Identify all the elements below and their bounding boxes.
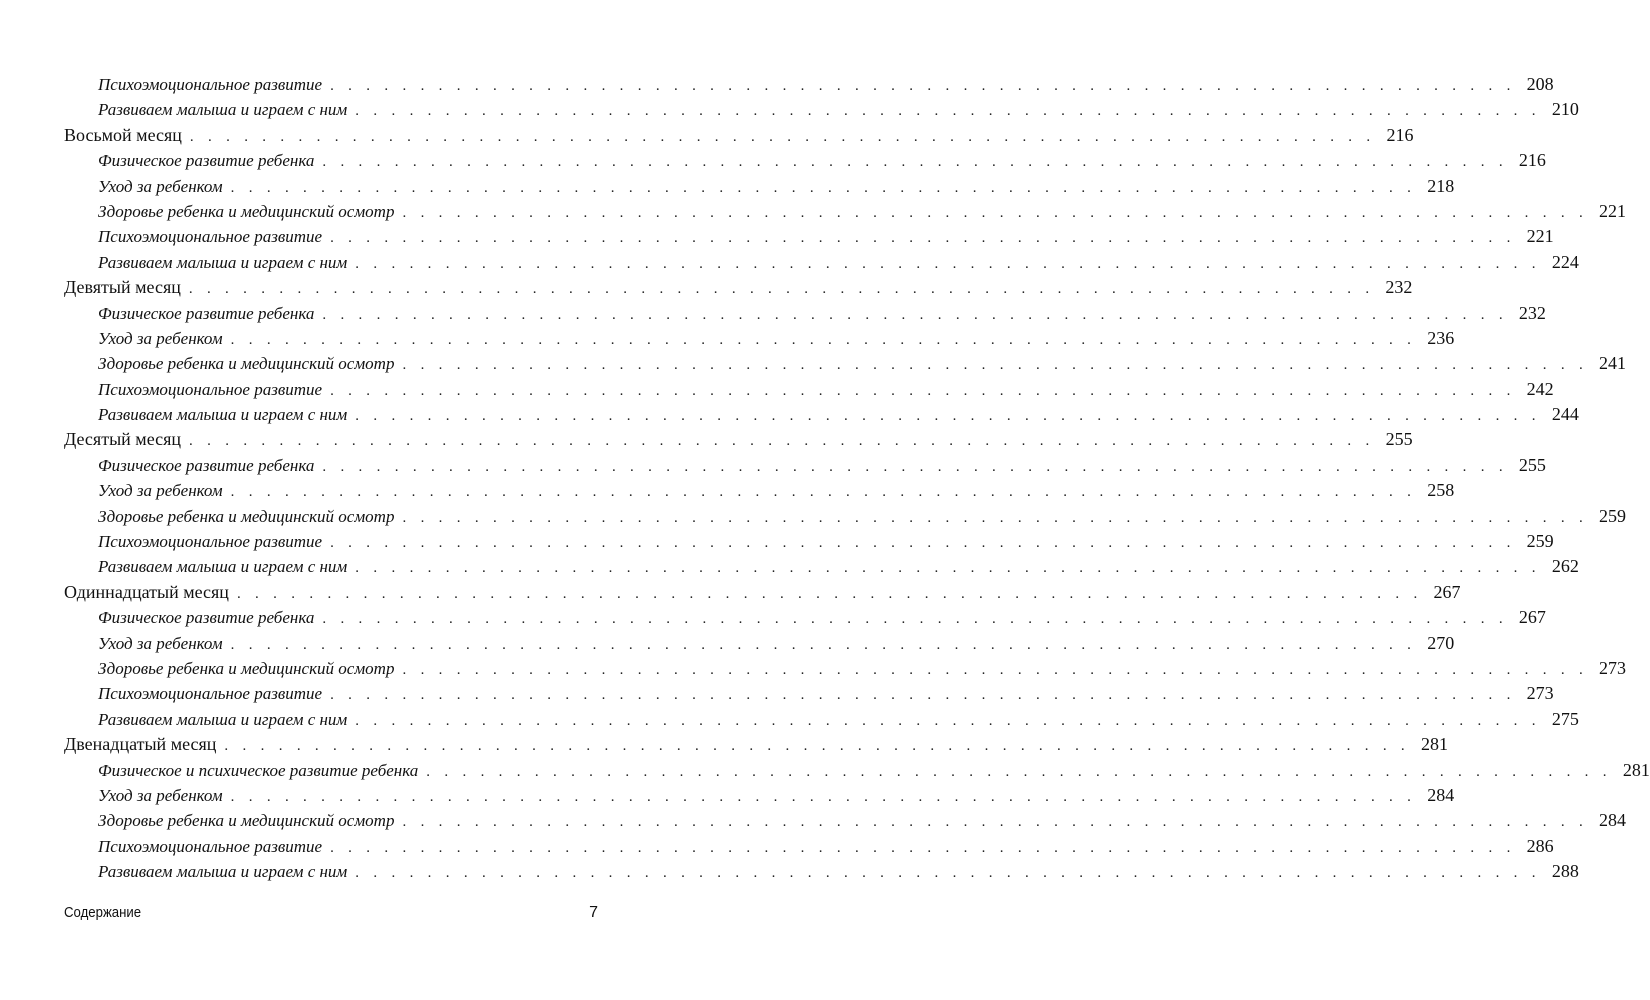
toc-section-entry[interactable] — [64, 529, 1554, 554]
toc-section-entry[interactable] — [64, 478, 1455, 503]
page-footer — [64, 904, 598, 922]
toc-entry-title: Уход за ребенком — [98, 481, 223, 501]
toc-section-entry[interactable] — [64, 72, 1554, 97]
dot-leader: . . . . . . . . . . . . . . . . . . . . . . . . . . . . . . . . . . . . . . . . . . . . . . . . . . . . . . . . . . . . . . . . . . — [355, 712, 1541, 729]
toc-chapter-entry[interactable] — [64, 732, 1448, 757]
toc-section-entry[interactable] — [64, 808, 1627, 833]
toc-entry-page-number: 259 — [1599, 505, 1627, 526]
dot-leader: . . . . . . . . . . . . . . . . . . . . . . . . . . . . . . . . . . . . . . . . . . . . . . . . . . . . . . . . . . . . . . . . . . — [330, 535, 1516, 552]
toc-entry-title: Развиваем малыша и играем с ним — [98, 862, 348, 882]
dot-leader: . . . . . . . . . . . . . . . . . . . . . . . . . . . . . . . . . . . . . . . . . . . . . . . . . . . . . . . . . . . . . . . . . . — [402, 661, 1589, 678]
toc-entry-title: Уход за ребенком — [98, 633, 223, 653]
toc-entry-page-number: 273 — [1526, 683, 1554, 704]
toc-entry-page-number: 284 — [1599, 810, 1627, 831]
toc-entry-title: Физическое развитие ребенка — [98, 455, 315, 475]
toc-section-entry[interactable] — [64, 834, 1554, 859]
toc-entry-title: Физическое развитие ребенка — [98, 303, 315, 323]
toc-entry-title: Физическое и психическое развитие ребенка — [98, 760, 419, 780]
toc-entry-page-number: 216 — [1518, 150, 1546, 171]
toc-entry-page-number: 258 — [1427, 480, 1455, 501]
footer-page-number: 7 — [589, 904, 598, 921]
dot-leader: . . . . . . . . . . . . . . . . . . . . . . . . . . . . . . . . . . . . . . . . . . . . . . . . . . . . . . . . . . . . . . . . . . — [230, 788, 1417, 805]
toc-section-entry[interactable] — [64, 859, 1579, 884]
dot-leader: . . . . . . . . . . . . . . . . . . . . . . . . . . . . . . . . . . . . . . . . . . . . . . . . . . . . . . . . . . . . . . . . . . — [189, 433, 1375, 450]
toc-entry-title: Психоэмоциональное развитие — [98, 227, 323, 247]
toc-section-entry[interactable] — [64, 199, 1627, 224]
toc-entry-title: Уход за ребенком — [98, 176, 223, 196]
toc-entry-title: Девятый месяц — [64, 277, 181, 298]
toc-entry-title: Одиннадцатый месяц — [64, 581, 229, 602]
toc-section-entry[interactable] — [64, 758, 1650, 783]
dot-leader: . . . . . . . . . . . . . . . . . . . . . . . . . . . . . . . . . . . . . . . . . . . . . . . . . . . . . . . . . . . . . . . . . . — [230, 484, 1417, 501]
table-of-contents — [64, 72, 1650, 885]
toc-chapter-entry[interactable] — [64, 427, 1413, 452]
toc-entry-page-number: 270 — [1427, 632, 1455, 653]
dot-leader: . . . . . . . . . . . . . . . . . . . . . . . . . . . . . . . . . . . . . . . . . . . . . . . . . . . . . . . . . . . . . . . . . . — [230, 179, 1417, 196]
toc-entry-title: Психоэмоциональное развитие — [98, 836, 323, 856]
toc-entry-page-number: 236 — [1427, 327, 1455, 348]
toc-section-entry[interactable] — [64, 326, 1455, 351]
dot-leader: . . . . . . . . . . . . . . . . . . . . . . . . . . . . . . . . . . . . . . . . . . . . . . . . . . . . . . . . . . . . . . . . . . — [189, 128, 1376, 145]
dot-leader: . . . . . . . . . . . . . . . . . . . . . . . . . . . . . . . . . . . . . . . . . . . . . . . . . . . . . . . . . . . . . . . . . . — [322, 154, 1508, 171]
toc-entry-page-number: 232 — [1518, 302, 1546, 323]
toc-section-entry[interactable] — [64, 97, 1579, 122]
toc-entry-page-number: 221 — [1599, 200, 1627, 221]
toc-entry-page-number: 232 — [1385, 277, 1413, 298]
dot-leader: . . . . . . . . . . . . . . . . . . . . . . . . . . . . . . . . . . . . . . . . . . . . . . . . . . . . . . . . . . . . . . . . . . — [236, 585, 1423, 602]
toc-entry-page-number: 255 — [1385, 429, 1413, 450]
toc-section-entry[interactable] — [64, 453, 1546, 478]
toc-section-entry[interactable] — [64, 301, 1546, 326]
toc-section-entry[interactable] — [64, 783, 1455, 808]
toc-entry-title: Здоровье ребенка и медицинский осмотр — [98, 354, 395, 374]
toc-entry-title: Развиваем малыша и играем с ним — [98, 709, 348, 729]
toc-entry-title: Здоровье ребенка и медицинский осмотр — [98, 506, 395, 526]
toc-entry-title: Уход за ребенком — [98, 785, 223, 805]
toc-entry-page-number: 241 — [1599, 353, 1627, 374]
toc-entry-page-number: 221 — [1526, 226, 1554, 247]
toc-entry-title: Здоровье ребенка и медицинский осмотр — [98, 811, 395, 831]
toc-entry-page-number: 244 — [1551, 404, 1579, 425]
toc-chapter-entry[interactable] — [64, 275, 1413, 300]
dot-leader: . . . . . . . . . . . . . . . . . . . . . . . . . . . . . . . . . . . . . . . . . . . . . . . . . . . . . . . . . . . . . . . . . . — [188, 281, 1375, 298]
toc-entry-page-number: 210 — [1551, 99, 1579, 120]
toc-chapter-entry[interactable] — [64, 123, 1414, 148]
dot-leader: . . . . . . . . . . . . . . . . . . . . . . . . . . . . . . . . . . . . . . . . . . . . . . . . . . . . . . . . . . . . . . . . . . — [402, 814, 1589, 831]
dot-leader: . . . . . . . . . . . . . . . . . . . . . . . . . . . . . . . . . . . . . . . . . . . . . . . . . . . . . . . . . . . . . . . . . . — [230, 636, 1417, 653]
toc-entry-title: Физическое развитие ребенка — [98, 608, 315, 628]
toc-entry-title: Психоэмоциональное развитие — [98, 532, 323, 552]
toc-entry-title: Десятый месяц — [64, 429, 182, 450]
toc-entry-title: Здоровье ребенка и медицинский осмотр — [98, 201, 395, 221]
dot-leader: . . . . . . . . . . . . . . . . . . . . . . . . . . . . . . . . . . . . . . . . . . . . . . . . . . . . . . . . . . . . . . . . . . — [330, 230, 1516, 247]
toc-chapter-entry[interactable] — [64, 580, 1461, 605]
dot-leader: . . . . . . . . . . . . . . . . . . . . . . . . . . . . . . . . . . . . . . . . . . . . . . . . . . . . . . . . . . . . . . . . . . — [402, 357, 1589, 374]
toc-section-entry[interactable] — [64, 504, 1627, 529]
toc-section-entry[interactable] — [64, 605, 1546, 630]
toc-entry-page-number: 267 — [1433, 581, 1461, 602]
toc-entry-page-number: 288 — [1551, 861, 1579, 882]
toc-section-entry[interactable] — [64, 351, 1627, 376]
toc-entry-title: Психоэмоциональное развитие — [98, 684, 323, 704]
toc-entry-page-number: 273 — [1599, 657, 1627, 678]
toc-entry-page-number: 281 — [1420, 734, 1448, 755]
toc-section-entry[interactable] — [64, 402, 1579, 427]
footer-section-label: Содержание — [64, 904, 142, 921]
dot-leader: . . . . . . . . . . . . . . . . . . . . . . . . . . . . . . . . . . . . . . . . . . . . . . . . . . . . . . . . . . . . . . . . . . — [402, 204, 1589, 221]
toc-entry-page-number: 255 — [1518, 454, 1546, 475]
toc-entry-title: Развиваем малыша и играем с ним — [98, 405, 348, 425]
dot-leader: . . . . . . . . . . . . . . . . . . . . . . . . . . . . . . . . . . . . . . . . . . . . . . . . . . . . . . . . . . . . . . . . . . — [224, 738, 1410, 755]
dot-leader: . . . . . . . . . . . . . . . . . . . . . . . . . . . . . . . . . . . . . . . . . . . . . . . . . . . . . . . . . . . . . . . . . . — [322, 458, 1508, 475]
toc-entry-title: Развиваем малыша и играем с ним — [98, 252, 348, 272]
toc-entry-page-number: 216 — [1386, 124, 1414, 145]
toc-entry-title: Двенадцатый месяц — [64, 734, 217, 755]
toc-entry-page-number: 242 — [1526, 378, 1554, 399]
toc-entry-title: Психоэмоциональное развитие — [98, 75, 323, 94]
toc-entry-page-number: 208 — [1526, 74, 1554, 94]
dot-leader: . . . . . . . . . . . . . . . . . . . . . . . . . . . . . . . . . . . . . . . . . . . . . . . . . . . . . . . . . . . . . . . . . . — [330, 839, 1516, 856]
toc-entry-title: Уход за ребенком — [98, 328, 223, 348]
toc-section-entry[interactable] — [64, 224, 1554, 249]
dot-leader: . . . . . . . . . . . . . . . . . . . . . . . . . . . . . . . . . . . . . . . . . . . . . . . . . . . . . . . . . . . . . . . . . . — [355, 560, 1541, 577]
dot-leader: . . . . . . . . . . . . . . . . . . . . . . . . . . . . . . . . . . . . . . . . . . . . . . . . . . . . . . . . . . . . . . . . . . — [330, 687, 1516, 704]
toc-entry-page-number: 262 — [1551, 556, 1579, 577]
toc-entry-page-number: 218 — [1427, 175, 1455, 196]
dot-leader: . . . . . . . . . . . . . . . . . . . . . . . . . . . . . . . . . . . . . . . . . . . . . . . . . . . . . . . . . . . . . . . . . . — [355, 865, 1541, 882]
dot-leader: . . . . . . . . . . . . . . . . . . . . . . . . . . . . . . . . . . . . . . . . . . . . . . . . . . . . . . . . . . . . . . . . . . — [330, 382, 1516, 399]
dot-leader: . . . . . . . . . . . . . . . . . . . . . . . . . . . . . . . . . . . . . . . . . . . . . . . . . . . . . . . . . . . . . . . . . . — [355, 255, 1541, 272]
toc-entry-title: Психоэмоциональное развитие — [98, 379, 323, 399]
toc-entry-page-number: 267 — [1518, 607, 1546, 628]
toc-entry-title: Восьмой месяц — [64, 124, 182, 145]
dot-leader: . . . . . . . . . . . . . . . . . . . . . . . . . . . . . . . . . . . . . . . . . . . . . . . . . . . . . . . . . . . . . . . . . . — [355, 408, 1541, 425]
toc-section-entry[interactable] — [64, 148, 1546, 173]
dot-leader: . . . . . . . . . . . . . . . . . . . . . . . . . . . . . . . . . . . . . . . . . . . . . . . . . . . . . . . . . . . . . . . . . . — [322, 306, 1508, 323]
toc-entry-page-number: 275 — [1551, 708, 1579, 729]
toc-section-entry[interactable] — [64, 656, 1627, 681]
toc-entry-title: Здоровье ребенка и медицинский осмотр — [98, 658, 395, 678]
toc-entry-page-number: 284 — [1427, 784, 1455, 805]
dot-leader: . . . . . . . . . . . . . . . . . . . . . . . . . . . . . . . . . . . . . . . . . . . . . . . . . . . . . . . . . . . . . . . . . . — [322, 611, 1508, 628]
toc-entry-page-number: 259 — [1526, 531, 1554, 552]
toc-section-entry[interactable] — [64, 707, 1579, 732]
toc-section-entry[interactable] — [64, 631, 1455, 656]
dot-leader: . . . . . . . . . . . . . . . . . . . . . . . . . . . . . . . . . . . . . . . . . . . . . . . . . . . . . . . . . . . . . . . . . . — [230, 331, 1417, 348]
toc-entry-title: Развиваем малыша и играем с ним — [98, 557, 348, 577]
toc-entry-title: Физическое развитие ребенка — [98, 151, 315, 171]
dot-leader: . . . . . . . . . . . . . . . . . . . . . . . . . . . . . . . . . . . . . . . . . . . . . . . . . . . . . . . . . . . . . . . . . . — [355, 103, 1541, 120]
toc-entry-page-number: 224 — [1551, 251, 1579, 272]
toc-section-entry[interactable] — [64, 681, 1554, 706]
dot-leader: . . . . . . . . . . . . . . . . . . . . . . . . . . . . . . . . . . . . . . . . . . . . . . . . . . . . . . . . . . . . . . . . . . — [402, 509, 1589, 526]
toc-section-entry[interactable] — [64, 377, 1554, 402]
dot-leader: . . . . . . . . . . . . . . . . . . . . . . . . . . . . . . . . . . . . . . . . . . . . . . . . . . . . . . . . . . . . . . . . . . — [330, 78, 1516, 94]
toc-section-entry[interactable] — [64, 174, 1455, 199]
toc-entry-title: Развиваем малыша и играем с ним — [98, 100, 348, 120]
toc-section-entry[interactable] — [64, 250, 1579, 275]
dot-leader: . . . . . . . . . . . . . . . . . . . . . . . . . . . . . . . . . . . . . . . . . . . . . . . . . . . . . . . . . . . . . . . . . . — [426, 763, 1612, 780]
toc-section-entry[interactable] — [64, 554, 1579, 579]
toc-entry-page-number: 286 — [1526, 835, 1554, 856]
toc-entry-page-number: 281 — [1622, 759, 1650, 780]
